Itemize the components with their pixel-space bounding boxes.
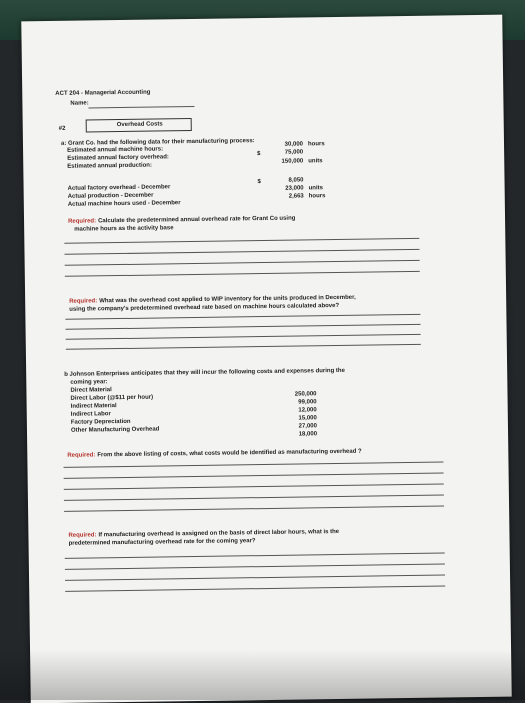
answer-line — [65, 553, 445, 559]
actual-row-unit: hours — [308, 193, 326, 200]
row-label: Estimated annual production: — [67, 162, 153, 170]
answer-line — [65, 564, 445, 570]
answer-line — [63, 462, 443, 468]
required-label: Required: — [68, 532, 97, 539]
cost-label: Indirect Labor — [70, 411, 111, 418]
question-text: using the company's predetermined overhead rate based on machine hours calculated above? — [69, 302, 340, 313]
cost-label: Factory Depreciation — [70, 418, 131, 426]
row-unit: hours — [307, 141, 325, 148]
required-label: Required: — [67, 452, 96, 459]
answer-line — [65, 260, 420, 266]
row-value: 75,000 — [284, 149, 304, 156]
part-a-intro: a: Grant Co. had the following data for their manufacturing process: — [60, 138, 255, 147]
actual-row-value: 23,000 — [285, 185, 304, 192]
page-shadow — [0, 650, 525, 700]
actual-row-unit: units — [308, 185, 324, 192]
actual-row-value: 8,050 — [288, 177, 304, 184]
cost-label: Direct Material — [70, 387, 112, 394]
section-title-box — [86, 118, 192, 132]
dollar-sign: $ — [257, 179, 261, 186]
question-text: predetermined manufacturing overhead rate for the coming year? — [68, 538, 256, 547]
actual-row-label: Actual production - December — [67, 192, 154, 200]
worksheet-page — [21, 15, 511, 703]
cost-value: 27,000 — [298, 423, 317, 430]
cost-value: 250,000 — [294, 391, 317, 398]
row-label: Estimated annual machine hours: — [67, 146, 164, 154]
name-underline — [88, 106, 194, 108]
answer-line — [64, 238, 419, 244]
cost-label: Other Manufacturing Overhead — [70, 426, 160, 434]
answer-line — [64, 495, 444, 501]
required-label: Required: — [69, 298, 98, 305]
answer-line — [65, 249, 420, 255]
cost-value: 18,000 — [298, 431, 318, 438]
cost-label: Direct Labor (@$11 per hour) — [70, 394, 154, 402]
answer-line — [64, 473, 444, 479]
cost-label: Indirect Material — [70, 403, 117, 410]
section-title: Overhead Costs — [116, 121, 163, 129]
required-label: Required: — [68, 218, 97, 225]
answer-line — [65, 314, 420, 320]
answer-line — [66, 344, 421, 350]
part-b-intro: b Johnson Enterprises anticipates that they will incur the following costs and expenses during the — [64, 367, 345, 378]
question-text: What was the overhead cost applied to WIP inventory for the units produced in December, — [99, 294, 356, 305]
part-b-intro: coming year: — [70, 379, 108, 386]
answer-line — [64, 506, 444, 512]
row-unit: units — [308, 158, 323, 165]
actual-row-label: Actual factory overhead - December — [67, 184, 171, 192]
question-text: machine hours as the activity base — [74, 225, 174, 233]
actual-row-label: Actual machine hours used - December — [67, 200, 181, 208]
answer-line — [65, 575, 445, 581]
actual-row-value: 2,663 — [288, 193, 304, 200]
dollar-sign: $ — [257, 151, 261, 158]
question-text: If manufacturing overhead is assigned on the basis of direct labor hours, what is the — [98, 529, 340, 539]
answer-line — [66, 324, 421, 330]
answer-line — [66, 334, 421, 340]
question-text: From the above listing of costs, what costs would be identified as manufacturing overhead ? — [97, 448, 362, 459]
answer-line — [65, 271, 420, 277]
cost-value: 99,000 — [298, 399, 317, 406]
cost-value: 12,000 — [298, 407, 317, 414]
question-text: Calculate the predetermined annual overhead rate for Grant Co using — [98, 215, 296, 225]
course-title: ACT 204 - Managerial Accounting — [55, 89, 151, 97]
row-value: 150,000 — [281, 158, 304, 165]
answer-line — [65, 586, 445, 592]
answer-line — [64, 484, 444, 490]
name-label: Name: — [70, 100, 89, 107]
row-label: Estimated annual factory overhead: — [67, 154, 169, 162]
section-number: #2 — [58, 125, 66, 132]
row-value: 30,000 — [284, 141, 304, 148]
cost-value: 15,000 — [298, 415, 317, 422]
